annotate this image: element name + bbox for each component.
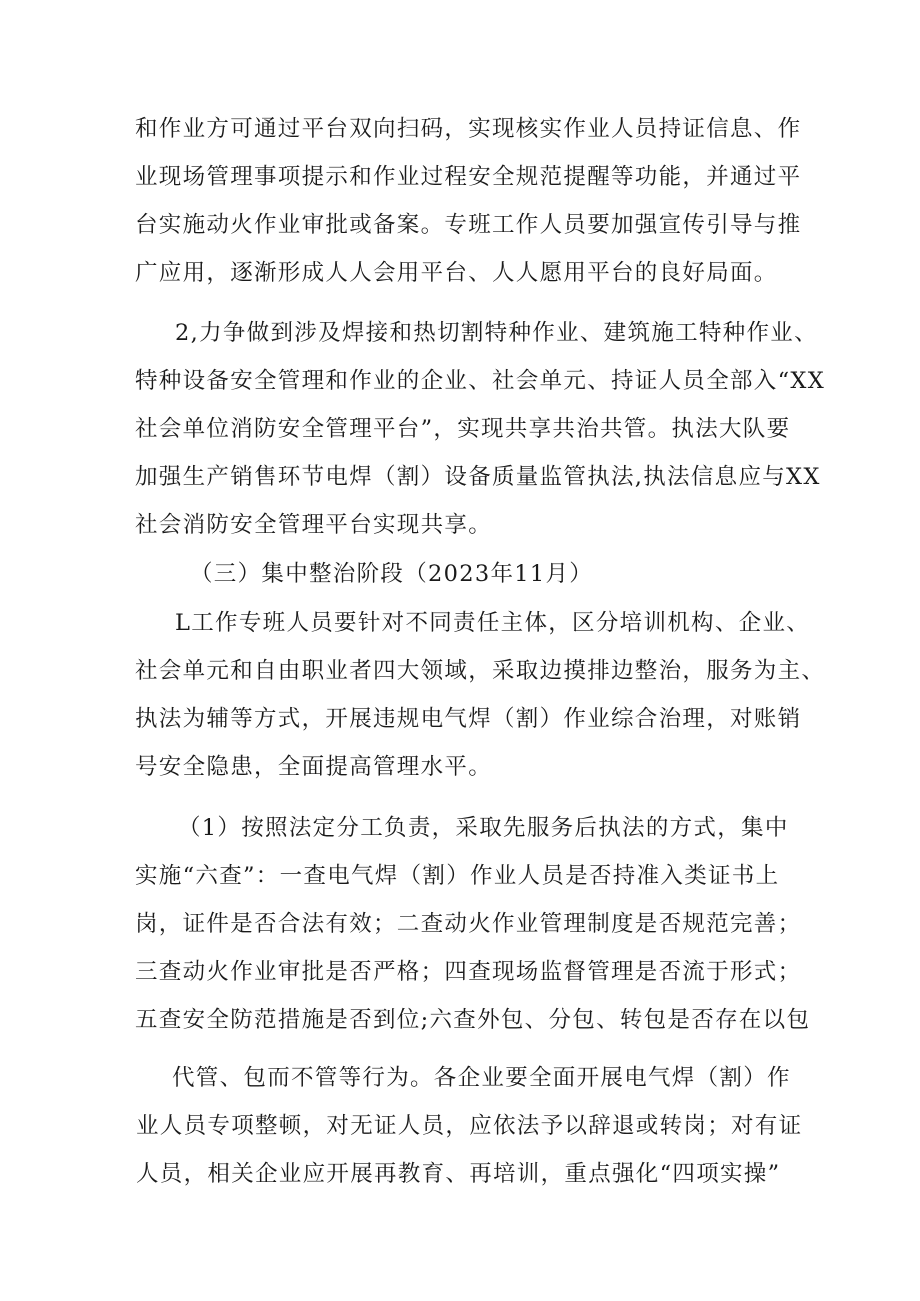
text-line: 加强生产销售环节电焊（割）设备质量监管执法,执法信息应与XX (135, 464, 821, 490)
text-line: 人员，相关企业应开展再教育、再培训，重点强化“四项实操” (136, 1161, 781, 1187)
text-line: 特种设备安全管理和作业的企业、社会单元、持证人员全部入“XX (135, 368, 826, 394)
text-line: 台实施动火作业审批或备案。专班工作人员要加强宣传引导与推 (135, 212, 802, 238)
text-line: 代管、包而不管等行为。各企业要全面开展电气焊（割）作 (172, 1065, 791, 1091)
text-line: 社会单位消防安全管理平台”，实现共享共治共管。执法大队要 (135, 416, 791, 442)
section-heading: （三）集中整治阶段（2023年11月） (190, 561, 594, 587)
text-line: 社会消防安全管理平台实现共享。 (135, 512, 493, 538)
text-line: 实施“六查”：一查电气焊（割）作业人员是否持准入类证书上 (135, 863, 780, 889)
text-line: 和作业方可通过平台双向扫码，实现核实作业人员持证信息、作 (135, 116, 802, 142)
text-line: 广应用，逐渐形成人人会用平台、人人愿用平台的良好局面。 (135, 260, 778, 286)
text-line: 业人员专项整顿，对无证人员，应依法予以辞退或转岗；对有证 (136, 1113, 803, 1139)
text-line: 三查动火作业审批是否严格；四查现场监督管理是否流于形式； (135, 959, 802, 985)
text-line: L工作专班人员要针对不同责任主体，区分培训机构、企业、 (175, 610, 811, 636)
text-line: 号安全隐患，全面提高管理水平。 (135, 754, 493, 780)
text-line: 2,力争做到涉及焊接和热切割特种作业、建筑施工特种作业、 (175, 320, 818, 346)
text-line: 岗，证件是否合法有效；二查动火作业管理制度是否规范完善； (135, 911, 802, 937)
text-line: （1）按照法定分工负责，采取先服务后执法的方式，集中 (178, 815, 789, 841)
text-line: 业现场管理事项提示和作业过程安全规范提醒等功能，并通过平 (135, 164, 802, 190)
text-line: 五查安全防范措施是否到位;六查外包、分包、转包是否存在以包 (135, 1007, 811, 1033)
text-line: 执法为辅等方式，开展违规电气焊（割）作业综合治理，对账销 (135, 706, 802, 732)
text-line: 社会单元和自由职业者四大领域，采取边摸排边整治，服务为主、 (135, 658, 826, 684)
